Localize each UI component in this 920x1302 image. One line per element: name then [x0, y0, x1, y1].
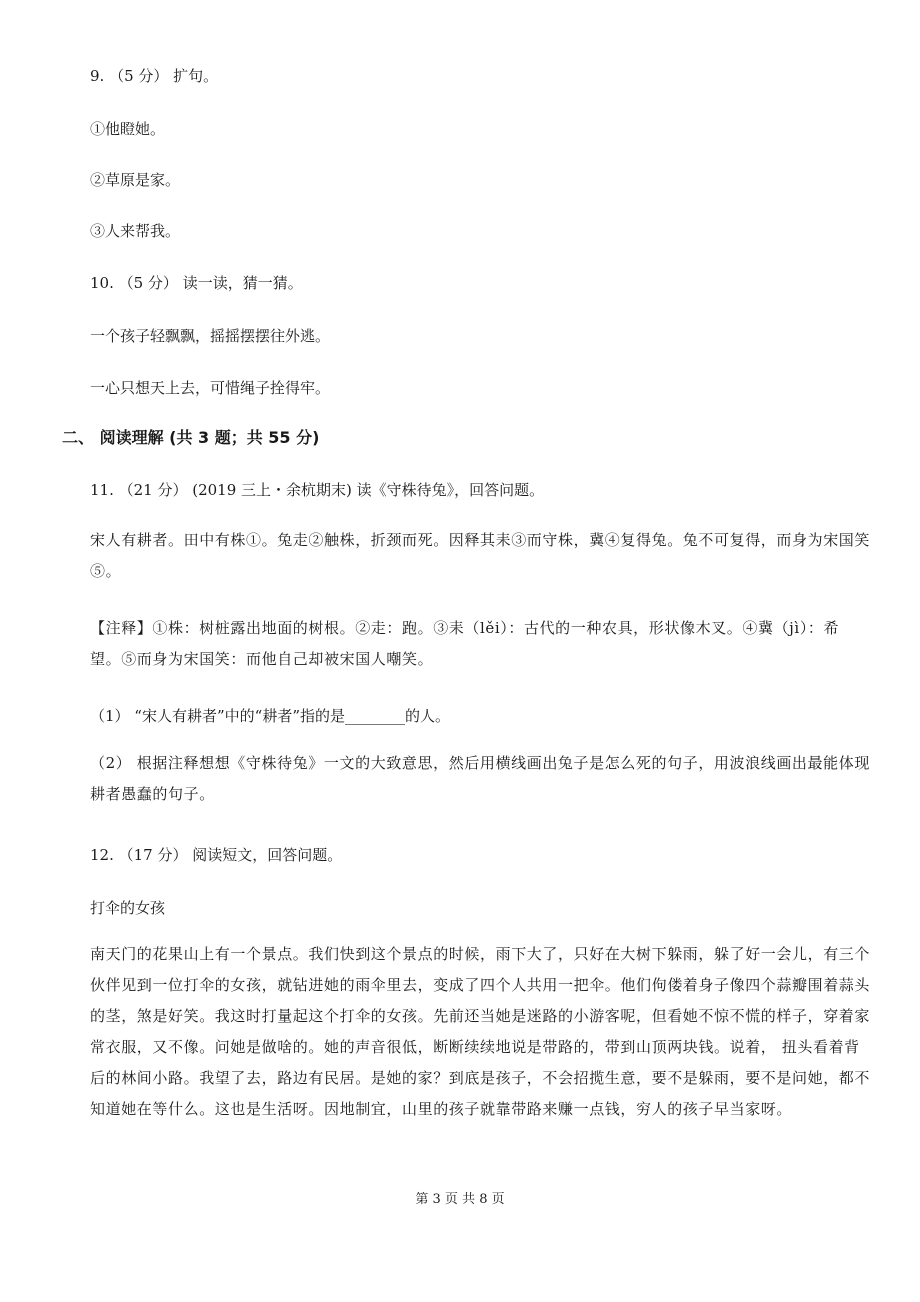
- question-9-item-1: ①他瞪她。: [90, 120, 166, 138]
- question-12-header: 12. （17 分） 阅读短文，回答问题。: [90, 846, 343, 864]
- riddle-line-1: 一个孩子轻飘飘，摇摇摆摆往外逃。: [90, 327, 331, 345]
- sub-question-1: （1） “宋人有耕者”中的“耕者”指的是________的人。: [90, 707, 450, 725]
- page-number: 第 3 页 共 8 页: [415, 1192, 505, 1207]
- question-9-item-2: ②草原是家。: [90, 171, 181, 189]
- section-title: 二、 阅读理解 (共 3 题；共 55 分): [62, 428, 320, 447]
- sub-question-2: （2） 根据注释想想《守株待兔》一文的大致意思，然后用横线画出兔子是怎么死的句子，用波浪线画出最能体现耕者愚蠢的句子。: [90, 754, 870, 803]
- question-11-header: 11. （21 分） (2019 三上・余杭期末) 读《守株待兔》，回答问题。: [90, 481, 545, 499]
- passage-note: 【注释】①株：树桩露出地面的树根。②走：跑。③耒（lěi）：古代的一种农具，形状像木叉。④冀（jì）：希望。⑤而身为宋国笑：而他自己却被宋国人嘲笑。: [90, 619, 840, 668]
- question-9-header: 9. （5 分） 扩句。: [90, 67, 219, 85]
- question-9-item-3: ③人来帮我。: [90, 222, 181, 240]
- passage-text: 宋人有耕者。田中有株①。兔走②触株，折颈而死。因释其耒③而守株，冀④复得兔。兔不可复得，而身为宋国笑⑤。: [90, 531, 871, 580]
- story-title: 打伞的女孩: [90, 899, 166, 917]
- riddle-line-2: 一心只想天上去，可惜绳子拴得牢。: [90, 379, 331, 397]
- question-10-header: 10. （5 分） 读一读，猜一猜。: [90, 274, 303, 292]
- story-text: 南天门的花果山上有一个景点。我们快到这个景点的时候，雨下大了，只好在大树下躲雨，躲了好一会儿，有三个伙伴见到一位打伞的女孩，就钻进她的雨伞里去，变成了四个人共用一把伞。他们佝偻着身子像四个蒜瓣围着蒜头的茎，煞是好笑。我这时打量起这个打伞的女孩。先前还当她是迷路的小游客呢，但看她不惊不慌的样子，穿着家常衣服，又不像。问她是做啥的。她的声音很低，断断续续地说是带路的，带到山顶两块钱。说着， 扭头看着背后的林间小路。我望了去，路边有民居。是她的家？到底是孩子，不会招揽生意，要不是躲雨，要不是问她，都不知道她在等什么。这也是生活呀。因地制宜，山里的孩子就靠带路来赚一点钱，穷人的孩子早当家呀。: [90, 945, 871, 1118]
